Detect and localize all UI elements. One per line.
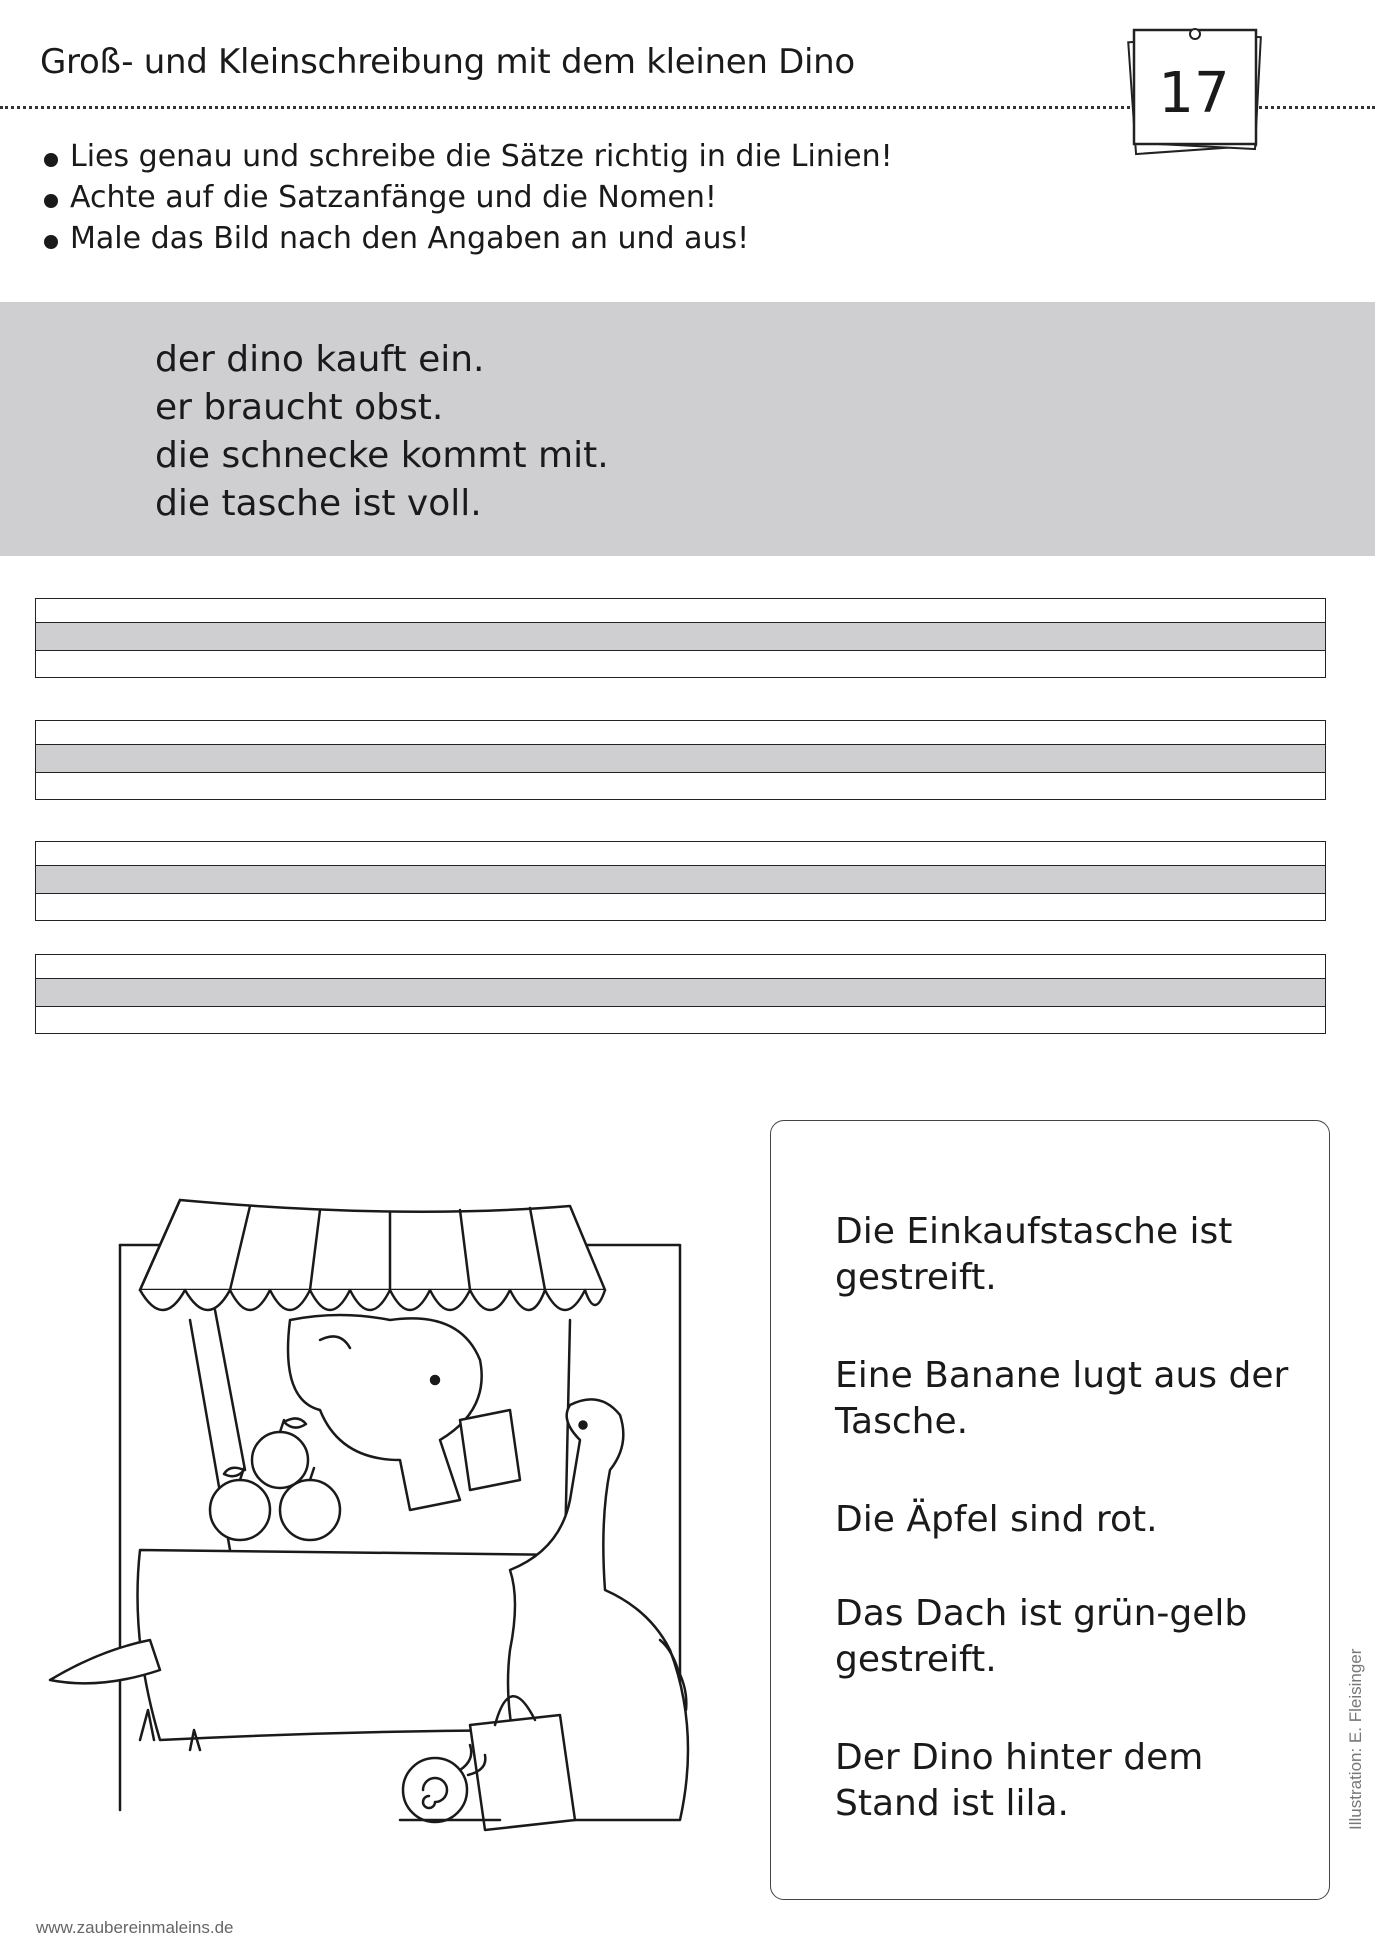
note-stack-icon — [1120, 14, 1280, 164]
writing-line-4[interactable] — [35, 954, 1326, 1034]
coloring-illustration[interactable] — [40, 1170, 760, 1850]
instruction-item: Achte auf die Satzanfänge und die Nomen! — [40, 177, 893, 218]
writing-line-3[interactable] — [35, 841, 1326, 921]
coloring-instructions-card — [770, 1120, 1330, 1900]
source-sentences — [155, 336, 609, 528]
awning — [140, 1200, 605, 1290]
page-number-badge — [1120, 14, 1280, 164]
page-number: 17 — [1158, 61, 1230, 126]
coloring-task: Eine Banane lugt aus der Tasche. — [835, 1355, 1289, 1442]
source-sentence: der dino kauft ein. — [155, 339, 485, 380]
writing-line-2[interactable] — [35, 720, 1326, 800]
coloring-task: Das Dach ist grün-gelb gestreift. — [835, 1593, 1248, 1680]
writing-line-1[interactable] — [35, 598, 1326, 678]
pin-icon — [1190, 29, 1200, 39]
coloring-task: Der Dino hinter dem Stand ist lila. — [835, 1737, 1204, 1824]
footer-url[interactable]: www.zaubereinmaleins.de — [36, 1918, 234, 1937]
coloring-task: Die Äpfel sind rot. — [835, 1499, 1158, 1540]
instruction-item: Lies genau und schreibe die Sätze richtig in die Linien! — [40, 136, 893, 177]
source-sentence: die tasche ist voll. — [155, 483, 482, 524]
held-bag — [460, 1410, 520, 1490]
instruction-list — [40, 136, 893, 259]
instruction-item: Male das Bild nach den Angaben an und aus! — [40, 218, 893, 259]
apples — [210, 1418, 340, 1540]
illustration-credit: Illustration: E. Fleisinger — [1346, 1648, 1365, 1830]
shopping-bag — [470, 1715, 575, 1830]
coloring-task: Die Einkaufstasche ist gestreift. — [835, 1211, 1233, 1298]
source-sentence: die schnecke kommt mit. — [155, 435, 609, 476]
source-sentence: er braucht obst. — [155, 387, 444, 428]
page-title: Groß- und Kleinschreibung mit dem kleinen Dino — [40, 42, 855, 82]
